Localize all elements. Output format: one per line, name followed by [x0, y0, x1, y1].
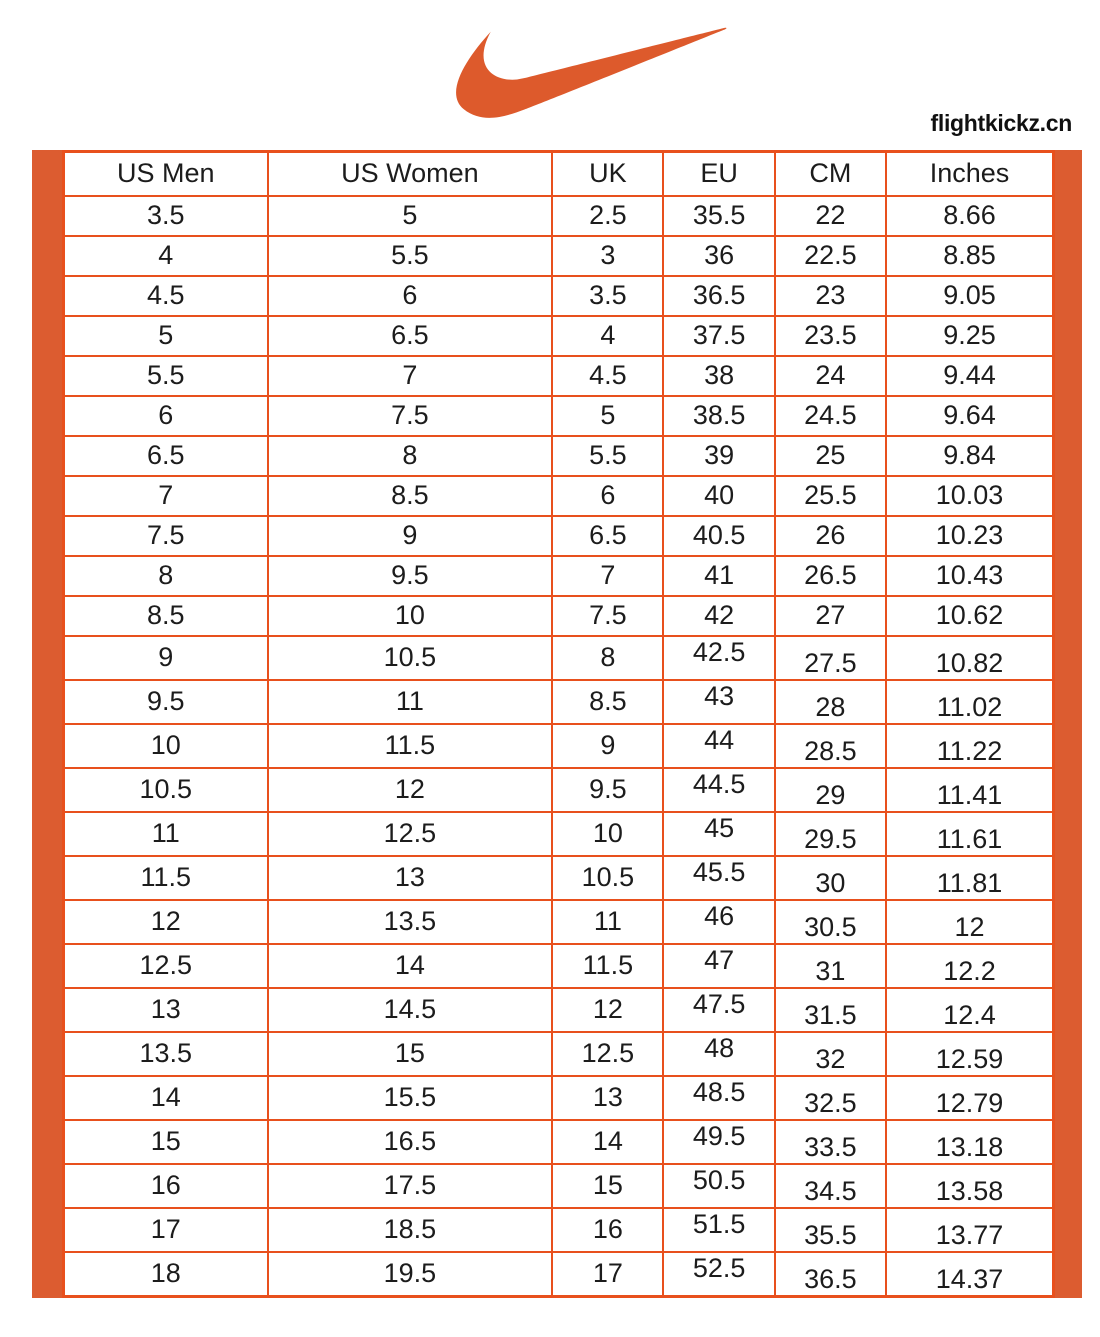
size-cell: 13 [64, 988, 268, 1032]
size-cell: 12 [552, 988, 663, 1032]
table-row [64, 276, 1054, 316]
table-row [64, 1164, 1054, 1208]
size-cell: 47 [663, 944, 774, 988]
size-cell: 29.5 [775, 812, 886, 856]
size-cell: 12 [268, 768, 553, 812]
size-cell: 42 [663, 596, 774, 636]
size-cell: 10.23 [886, 516, 1053, 556]
table-row [64, 236, 1054, 276]
table-row [64, 556, 1054, 596]
size-cell: 31 [775, 944, 886, 988]
size-cell: 13 [268, 856, 553, 900]
size-cell: 8.66 [886, 196, 1053, 236]
size-cell: 9.25 [886, 316, 1053, 356]
size-cell: 7.5 [268, 396, 553, 436]
size-cell: 14 [268, 944, 553, 988]
size-cell: 10 [64, 724, 268, 768]
size-cell: 5 [552, 396, 663, 436]
size-cell: 8.85 [886, 236, 1053, 276]
size-cell: 7 [552, 556, 663, 596]
size-cell: 12 [64, 900, 268, 944]
size-cell: 29 [775, 768, 886, 812]
size-cell: 9.44 [886, 356, 1053, 396]
size-cell: 11.22 [886, 724, 1053, 768]
size-cell: 12.59 [886, 1032, 1053, 1076]
size-cell: 44.5 [663, 768, 774, 812]
size-cell: 9.84 [886, 436, 1053, 476]
size-cell: 5.5 [268, 236, 553, 276]
size-cell: 9 [268, 516, 553, 556]
size-cell: 43 [663, 680, 774, 724]
size-cell: 14 [552, 1120, 663, 1164]
size-cell: 17.5 [268, 1164, 553, 1208]
size-cell: 11.5 [64, 856, 268, 900]
table-row [64, 1120, 1054, 1164]
size-cell: 28 [775, 680, 886, 724]
table-row [64, 988, 1054, 1032]
size-cell: 40.5 [663, 516, 774, 556]
size-cell: 15 [268, 1032, 553, 1076]
right-accent-strip [1055, 150, 1082, 1298]
table-row [64, 900, 1054, 944]
size-cell: 26.5 [775, 556, 886, 596]
size-cell: 4 [552, 316, 663, 356]
size-cell: 8.5 [64, 596, 268, 636]
size-cell: 32 [775, 1032, 886, 1076]
size-cell: 33.5 [775, 1120, 886, 1164]
size-cell: 9.64 [886, 396, 1053, 436]
size-cell: 38.5 [663, 396, 774, 436]
size-cell: 10.62 [886, 596, 1053, 636]
size-cell: 6 [64, 396, 268, 436]
column-header: UK [552, 152, 663, 196]
size-cell: 40 [663, 476, 774, 516]
size-cell: 32.5 [775, 1076, 886, 1120]
size-cell: 5 [268, 196, 553, 236]
table-row [64, 812, 1054, 856]
size-cell: 12.4 [886, 988, 1053, 1032]
size-cell: 13.18 [886, 1120, 1053, 1164]
size-cell: 2.5 [552, 196, 663, 236]
size-cell: 13.5 [64, 1032, 268, 1076]
size-cell: 48.5 [663, 1076, 774, 1120]
size-cell: 36.5 [775, 1252, 886, 1297]
size-cell: 9.5 [268, 556, 553, 596]
size-cell: 7 [268, 356, 553, 396]
table-row [64, 1032, 1054, 1076]
size-cell: 11 [552, 900, 663, 944]
size-cell: 3.5 [64, 196, 268, 236]
size-cell: 13 [552, 1076, 663, 1120]
size-cell: 9 [552, 724, 663, 768]
size-cell: 12.5 [268, 812, 553, 856]
nike-swoosh-icon [452, 26, 728, 120]
size-cell: 19.5 [268, 1252, 553, 1297]
size-cell: 41 [663, 556, 774, 596]
size-cell: 9.05 [886, 276, 1053, 316]
size-cell: 8.5 [552, 680, 663, 724]
size-cell: 10 [552, 812, 663, 856]
size-cell: 27 [775, 596, 886, 636]
size-cell: 23.5 [775, 316, 886, 356]
size-chart-zone [32, 150, 1082, 1298]
table-row [64, 196, 1054, 236]
size-cell: 6.5 [64, 436, 268, 476]
size-cell: 4.5 [64, 276, 268, 316]
size-cell: 35.5 [775, 1208, 886, 1252]
size-cell: 9.5 [552, 768, 663, 812]
size-conversion-table [62, 150, 1055, 1298]
size-cell: 50.5 [663, 1164, 774, 1208]
size-cell: 9.5 [64, 680, 268, 724]
size-cell: 10.5 [268, 636, 553, 680]
size-cell: 12.5 [552, 1032, 663, 1076]
size-cell: 8 [552, 636, 663, 680]
size-cell: 39 [663, 436, 774, 476]
size-cell: 12.5 [64, 944, 268, 988]
column-header: US Women [268, 152, 553, 196]
size-cell: 6 [268, 276, 553, 316]
size-cell: 49.5 [663, 1120, 774, 1164]
size-cell: 34.5 [775, 1164, 886, 1208]
size-cell: 17 [64, 1208, 268, 1252]
size-cell: 11.81 [886, 856, 1053, 900]
size-cell: 17 [552, 1252, 663, 1297]
size-cell: 10 [268, 596, 553, 636]
size-cell: 16.5 [268, 1120, 553, 1164]
size-cell: 15.5 [268, 1076, 553, 1120]
size-cell: 11.41 [886, 768, 1053, 812]
size-cell: 5.5 [64, 356, 268, 396]
table-row [64, 944, 1054, 988]
size-cell: 11.5 [268, 724, 553, 768]
size-cell: 9 [64, 636, 268, 680]
size-cell: 13.77 [886, 1208, 1053, 1252]
size-cell: 25.5 [775, 476, 886, 516]
size-cell: 11.5 [552, 944, 663, 988]
table-row [64, 396, 1054, 436]
size-cell: 14 [64, 1076, 268, 1120]
size-cell: 47.5 [663, 988, 774, 1032]
size-cell: 22 [775, 196, 886, 236]
size-cell: 11 [64, 812, 268, 856]
size-cell: 36.5 [663, 276, 774, 316]
table-row [64, 356, 1054, 396]
size-cell: 24 [775, 356, 886, 396]
size-cell: 14.37 [886, 1252, 1053, 1297]
size-cell: 31.5 [775, 988, 886, 1032]
column-header: CM [775, 152, 886, 196]
size-cell: 45 [663, 812, 774, 856]
size-cell: 8 [64, 556, 268, 596]
size-cell: 30.5 [775, 900, 886, 944]
size-cell: 14.5 [268, 988, 553, 1032]
column-header: US Men [64, 152, 268, 196]
size-cell: 48 [663, 1032, 774, 1076]
size-cell: 11.61 [886, 812, 1053, 856]
size-cell: 12.2 [886, 944, 1053, 988]
size-cell: 5.5 [552, 436, 663, 476]
left-accent-strip [32, 150, 62, 1298]
size-cell: 12 [886, 900, 1053, 944]
size-cell: 13.58 [886, 1164, 1053, 1208]
size-cell: 52.5 [663, 1252, 774, 1297]
size-cell: 6.5 [268, 316, 553, 356]
size-cell: 13.5 [268, 900, 553, 944]
size-cell: 23 [775, 276, 886, 316]
size-cell: 3 [552, 236, 663, 276]
size-cell: 24.5 [775, 396, 886, 436]
table-row [64, 856, 1054, 900]
size-cell: 35.5 [663, 196, 774, 236]
size-cell: 8.5 [268, 476, 553, 516]
size-cell: 30 [775, 856, 886, 900]
size-cell: 4.5 [552, 356, 663, 396]
size-cell: 22.5 [775, 236, 886, 276]
size-cell: 36 [663, 236, 774, 276]
size-cell: 8 [268, 436, 553, 476]
size-cell: 44 [663, 724, 774, 768]
size-cell: 38 [663, 356, 774, 396]
size-cell: 6.5 [552, 516, 663, 556]
size-cell: 10.5 [64, 768, 268, 812]
table-row [64, 1076, 1054, 1120]
size-cell: 4 [64, 236, 268, 276]
column-header: EU [663, 152, 774, 196]
table-row [64, 636, 1054, 680]
size-cell: 15 [552, 1164, 663, 1208]
column-header: Inches [886, 152, 1053, 196]
size-cell: 6 [552, 476, 663, 516]
size-cell: 11.02 [886, 680, 1053, 724]
table-header-row [64, 152, 1054, 196]
website-label: flightkickz.cn [930, 110, 1072, 136]
table-row [64, 1208, 1054, 1252]
size-cell: 12.79 [886, 1076, 1053, 1120]
table-row [64, 316, 1054, 356]
size-cell: 7 [64, 476, 268, 516]
size-cell: 7.5 [64, 516, 268, 556]
size-cell: 7.5 [552, 596, 663, 636]
table-row [64, 516, 1054, 556]
table-row [64, 724, 1054, 768]
size-cell: 10.82 [886, 636, 1053, 680]
size-cell: 25 [775, 436, 886, 476]
size-cell: 46 [663, 900, 774, 944]
table-row [64, 1252, 1054, 1297]
size-cell: 28.5 [775, 724, 886, 768]
size-cell: 10.5 [552, 856, 663, 900]
table-row [64, 436, 1054, 476]
table-row [64, 680, 1054, 724]
size-cell: 42.5 [663, 636, 774, 680]
page-header [0, 0, 1100, 150]
size-cell: 18 [64, 1252, 268, 1297]
size-cell: 45.5 [663, 856, 774, 900]
size-cell: 37.5 [663, 316, 774, 356]
table-row [64, 596, 1054, 636]
size-cell: 16 [552, 1208, 663, 1252]
table-row [64, 768, 1054, 812]
size-cell: 3.5 [552, 276, 663, 316]
size-cell: 5 [64, 316, 268, 356]
size-cell: 16 [64, 1164, 268, 1208]
size-cell: 15 [64, 1120, 268, 1164]
table-body [64, 196, 1054, 1297]
size-cell: 26 [775, 516, 886, 556]
size-cell: 10.43 [886, 556, 1053, 596]
table-row [64, 476, 1054, 516]
size-cell: 51.5 [663, 1208, 774, 1252]
size-cell: 10.03 [886, 476, 1053, 516]
size-cell: 11 [268, 680, 553, 724]
size-cell: 18.5 [268, 1208, 553, 1252]
size-cell: 27.5 [775, 636, 886, 680]
